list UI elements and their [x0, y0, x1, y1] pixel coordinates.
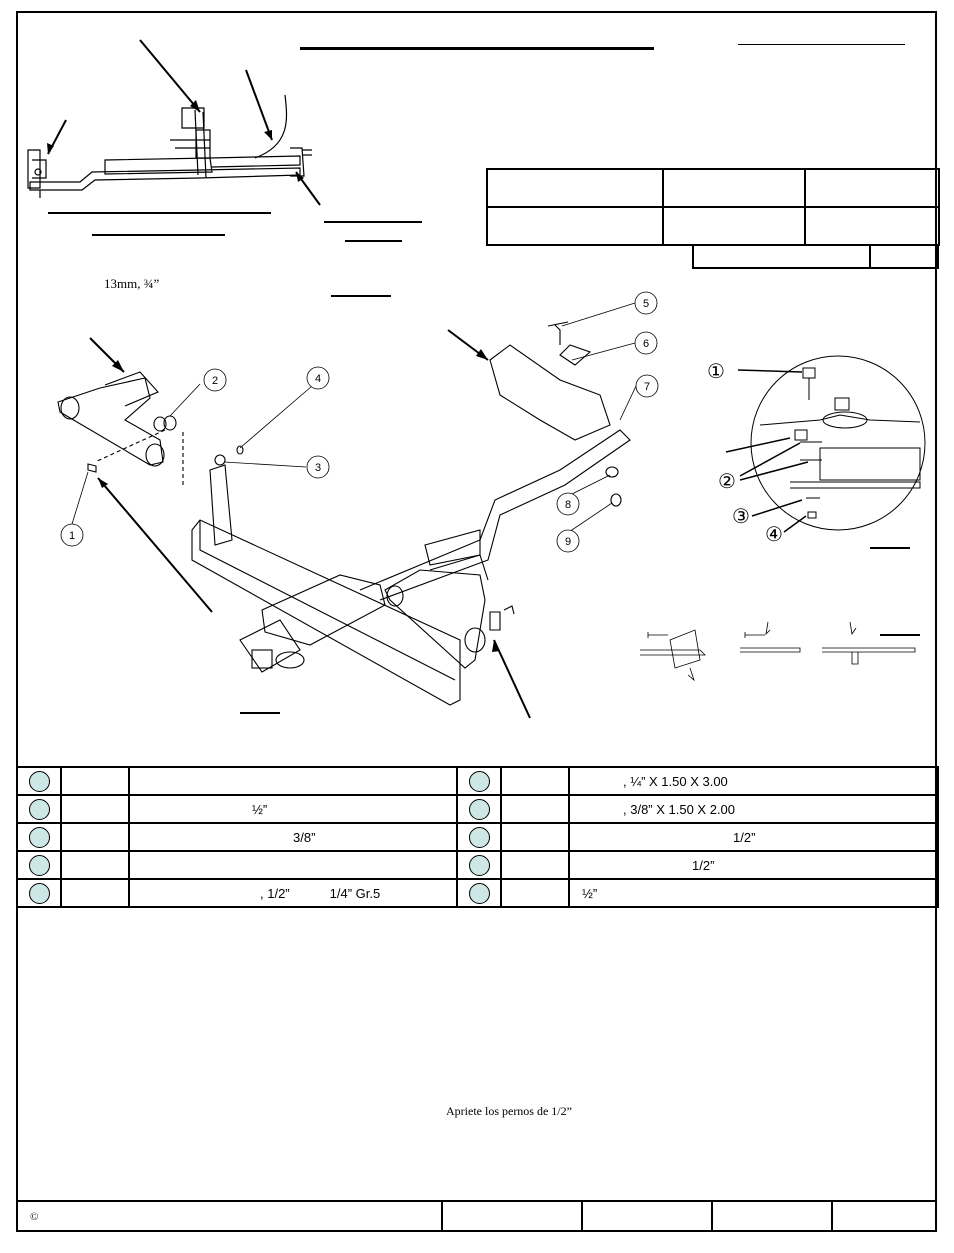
part-bubble [469, 883, 490, 904]
part-bubble [469, 827, 490, 848]
callout-4: 4 [314, 373, 322, 385]
part-bubble-cell [457, 823, 501, 851]
part-bubble-cell [457, 879, 501, 907]
part-desc-cell [129, 879, 457, 907]
part-code-cell [501, 879, 569, 907]
part-bubble [29, 827, 50, 848]
table-row [17, 795, 938, 823]
part-desc-cell: , 3/8” X 1.50 X 2.00 [569, 795, 938, 823]
detail-callout-4: ④ [765, 524, 783, 546]
callout-5: 5 [642, 298, 650, 310]
detail-callout-1: ① [707, 361, 725, 383]
part-desc-a: , 1/2” [260, 885, 290, 901]
footer-bar [16, 1200, 937, 1232]
part-bubble [29, 799, 50, 820]
part-bubble [469, 771, 490, 792]
part-bubble-cell [17, 823, 61, 851]
table-row [17, 767, 938, 795]
part-bubble-cell [17, 879, 61, 907]
part-code-cell [61, 879, 129, 907]
torque-note: Apriete los pernos de 1/2” [446, 1104, 572, 1118]
callout-8: 8 [564, 499, 572, 511]
part-desc-cell [129, 851, 457, 879]
part-desc-cell: 1/2” [569, 851, 938, 879]
part-code-cell [501, 851, 569, 879]
part-bubble [29, 855, 50, 876]
parts-list-table [16, 766, 939, 908]
part-desc-cell: ½” [569, 879, 938, 907]
part-code-cell [501, 767, 569, 795]
part-bubble-cell [457, 795, 501, 823]
callout-7: 7 [643, 381, 651, 393]
part-code-cell [61, 851, 129, 879]
part-bubble-cell [17, 795, 61, 823]
detail-underline [870, 547, 910, 549]
callout-3: 3 [314, 462, 322, 474]
part-code-cell [61, 767, 129, 795]
part-code-cell [61, 823, 129, 851]
part-code-cell [501, 795, 569, 823]
diagram-underline [240, 712, 280, 714]
footer-cell [582, 1201, 712, 1232]
part-bubble [469, 799, 490, 820]
part-desc-cell: , ¼” X 1.50 X 3.00 [569, 767, 938, 795]
detail-callout-2: ② [718, 471, 736, 493]
callout-1: 1 [68, 530, 76, 542]
table-row [17, 823, 938, 851]
copyright: © [16, 1201, 442, 1232]
table-row [17, 851, 938, 879]
step-underline [880, 634, 920, 636]
footer-cell [442, 1201, 582, 1232]
part-desc-cell: ½” [129, 795, 457, 823]
part-bubble-cell [457, 851, 501, 879]
part-code-cell [501, 823, 569, 851]
part-bubble-cell [457, 767, 501, 795]
part-desc-cell: 3/8” [129, 823, 457, 851]
part-bubble-cell [17, 767, 61, 795]
hardware-note: 13mm, ¾” [104, 276, 160, 291]
footer-cell [712, 1201, 832, 1232]
footer-cell [832, 1201, 937, 1232]
part-bubble [29, 883, 50, 904]
part-desc-b: 1/4” Gr.5 [329, 885, 381, 901]
part-desc-cell [129, 767, 457, 795]
part-desc-cell: 1/2” [569, 823, 938, 851]
table-row [17, 879, 938, 907]
part-bubble-cell [17, 851, 61, 879]
callout-9: 9 [564, 536, 572, 548]
part-bubble [469, 855, 490, 876]
part-code-cell [61, 795, 129, 823]
part-bubble [29, 771, 50, 792]
callout-6: 6 [642, 338, 650, 350]
detail-callout-3: ③ [732, 506, 750, 528]
callout-2: 2 [211, 375, 219, 387]
